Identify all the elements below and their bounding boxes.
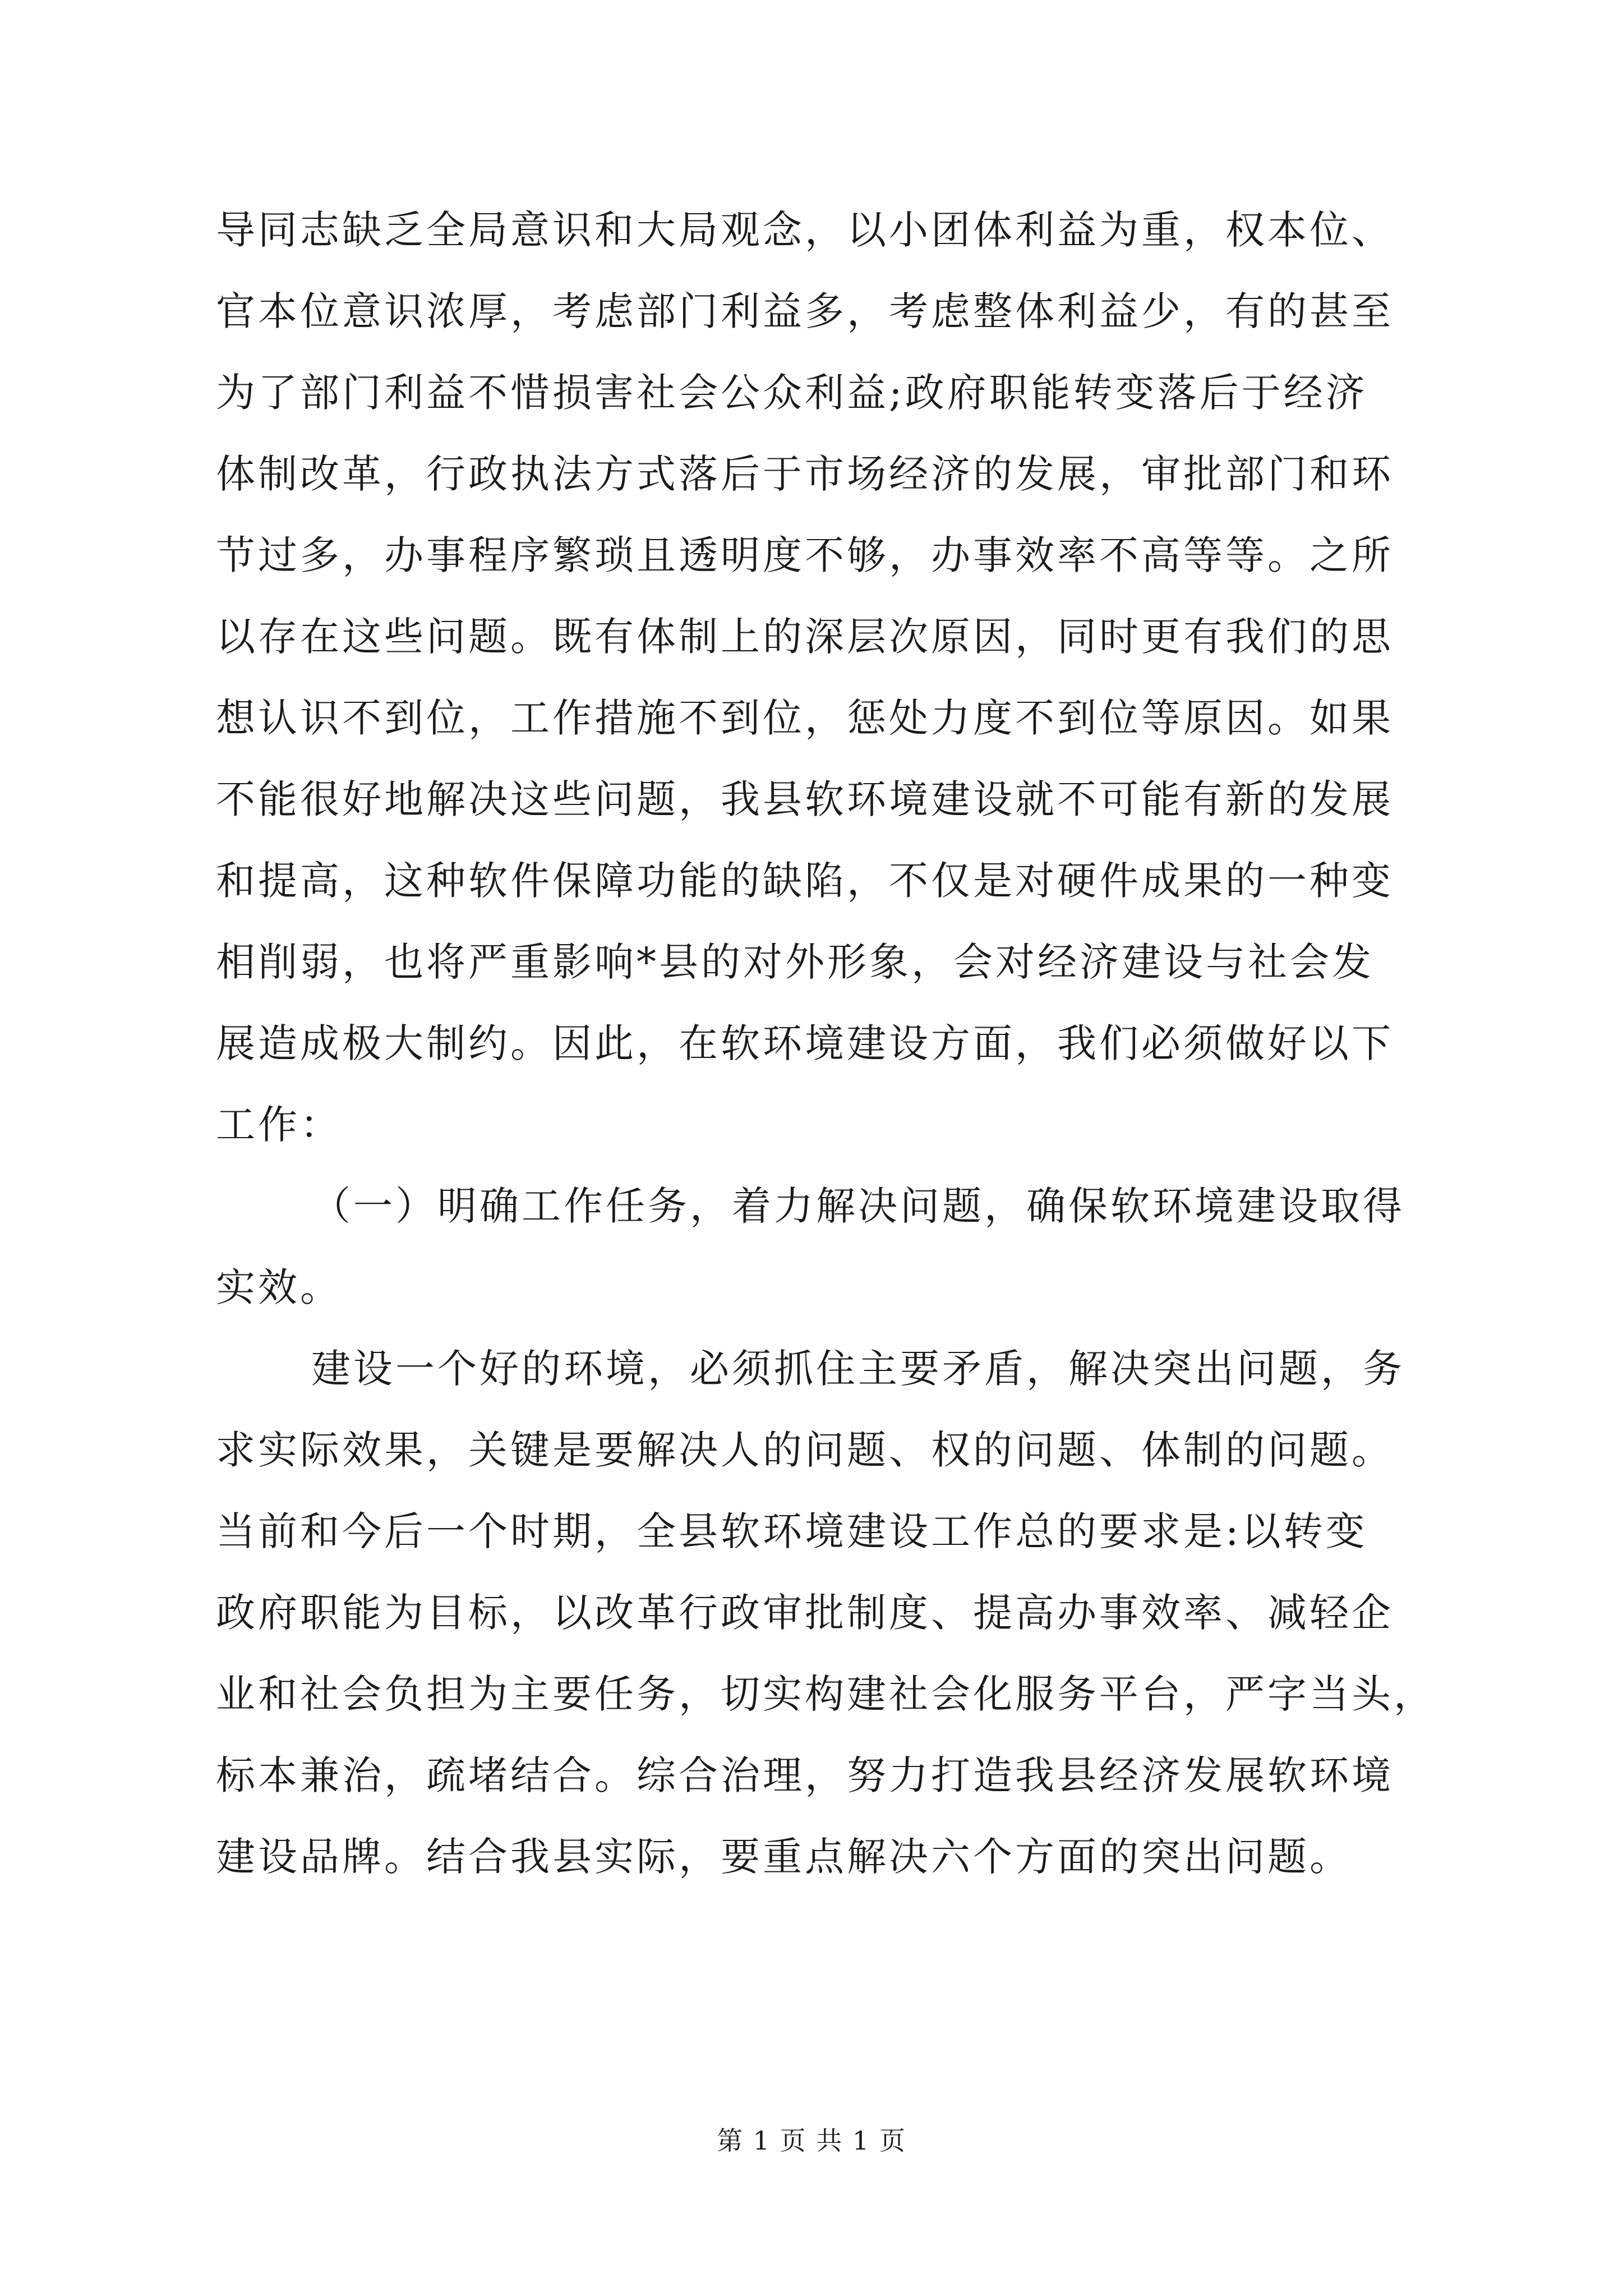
text-line: 业和社会负担为主要任务，切实构建社会化服务平台，严字当头，: [216, 1671, 1436, 1717]
document-body: [216, 190, 1436, 1898]
text-line: 工作：: [216, 1102, 342, 1148]
text-line: 为了部门利益不惜损害社会公众利益;政府职能转变落后于经济: [216, 370, 1368, 416]
text-line: 当前和今后一个时期，全县软环境建设工作总的要求是:以转变: [216, 1508, 1368, 1554]
text-line: 节过多，办事程序繁琐且透明度不够，办事效率不高等等。之所: [216, 532, 1394, 578]
text-line: 不能很好地解决这些问题，我县软环境建设就不可能有新的发展: [216, 776, 1394, 822]
text-line: 政府职能为目标，以改革行政审批制度、提高办事效率、减轻企: [216, 1590, 1394, 1636]
text-line: 建设品牌。结合我县实际，要重点解决六个方面的突出问题。: [216, 1834, 1352, 1880]
text-line: 导同志缺乏全局意识和大局观念，以小团体利益为重，权本位、: [216, 207, 1394, 253]
text-line: 和提高，这种软件保障功能的缺陷，不仅是对硬件成果的一种变: [216, 858, 1394, 904]
text-line: 求实际效果，关键是要解决人的问题、权的问题、体制的问题。: [216, 1427, 1394, 1473]
text-line: 展造成极大制约。因此，在软环境建设方面，我们必须做好以下: [216, 1020, 1394, 1066]
text-line: 体制改革，行政执法方式落后于市场经济的发展，审批部门和环: [216, 451, 1394, 497]
text-line: 标本兼治，疏堵结合。综合治理，努力打造我县经济发展软环境: [216, 1752, 1394, 1798]
section-heading-line: 实效。: [216, 1264, 342, 1310]
text-line: 以存在这些问题。既有体制上的深层次原因，同时更有我们的思: [216, 614, 1394, 660]
text-line: 相削弱，也将严重影响*县的对外形象，会对经济建设与社会发: [216, 939, 1374, 985]
section-heading-line: （一）明确工作任务，着力解决问题，确保软环境建设取得: [311, 1183, 1405, 1229]
text-line: 建设一个好的环境，必须抓住主要矛盾，解决突出问题，务: [311, 1346, 1405, 1392]
text-line: 想认识不到位，工作措施不到位，惩处力度不到位等原因。如果: [216, 695, 1394, 741]
text-line: 官本位意识浓厚，考虑部门利益多，考虑整体利益少，有的甚至: [216, 288, 1394, 334]
page-number-footer: 第 1 页 共 1 页: [717, 2125, 906, 2156]
